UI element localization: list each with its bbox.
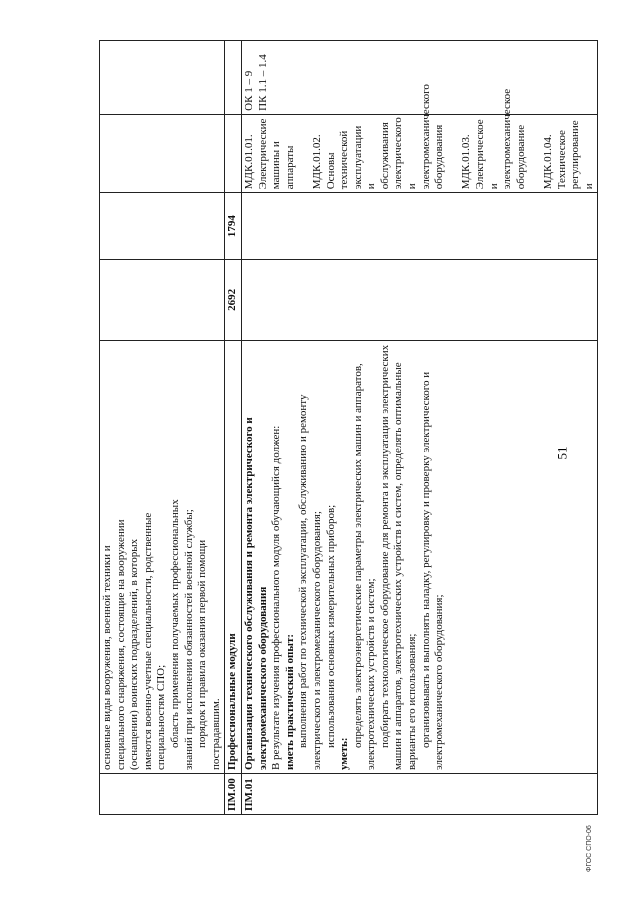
pm00-title: Профессиональные модули: [225, 340, 242, 773]
table-row: [241, 41, 597, 815]
pm01-competencies: ОК 1 – 9 ПК 1.1 – 1.4: [241, 41, 597, 115]
table-row: [100, 41, 225, 815]
table-row: [225, 41, 242, 815]
footer-code: ФГОС СПО-06: [586, 825, 593, 872]
prev-row-description: основные виды вооружения, военной техники и специального снаряжения, состоящие на вооружении (оснащении) воинских подразделений, в которых имеются военно-учетные специальности, родственные специальностям СПО; область применения получаемых профессиональных знаний при исполнении обязанностей военной службы; порядок и правила оказания первой помощи пострадавшим.: [100, 340, 225, 773]
pm01-code: ПМ.01: [241, 774, 597, 815]
curriculum-table: [99, 40, 598, 815]
pm00-code: ПМ.00: [225, 774, 242, 815]
curriculum-table-rotated: [99, 40, 599, 815]
pm01-title: Организация технического обслуживания и ремонта электрического и электромеханического оборудования: [242, 417, 269, 771]
pm01-description: Организация технического обслуживания и ремонта электрического и электромеханического оборудования В результате изучения профессионального модуля обучающийся должен: иметь практический опыт: выполнения работ по технической эксплуатации, обслуживанию и ремонту электрического и электромеханического оборудования; использования основных измерительных приборов; уметь: определять электроэнергетические параметры электрических машин и аппаратов, электротехнических устройств и систем; подбирать технологическое оборудование для ремонта и эксплуатации электрических машин и аппаратов, электротехнических устройств и систем, определять оптимальные варианты его использования; организовывать и выполнять наладку, регулировку и проверку электрического и электромеханического оборудования;: [241, 340, 597, 773]
pm00-hours-max: 2692: [225, 260, 242, 341]
page-number: 51: [554, 446, 570, 460]
pm01-mdk-list: МДК.01.01. Электрические машины и аппараты МДК.01.02. Основы технической эксплуатации и обслуживания электрического и электромеханического оборудования МДК.01.03. Электрическое и электромеханическое оборудование МДК.01.04. Техническое регулирование и: [241, 114, 597, 192]
pm00-hours-oblig: 1794: [225, 193, 242, 260]
